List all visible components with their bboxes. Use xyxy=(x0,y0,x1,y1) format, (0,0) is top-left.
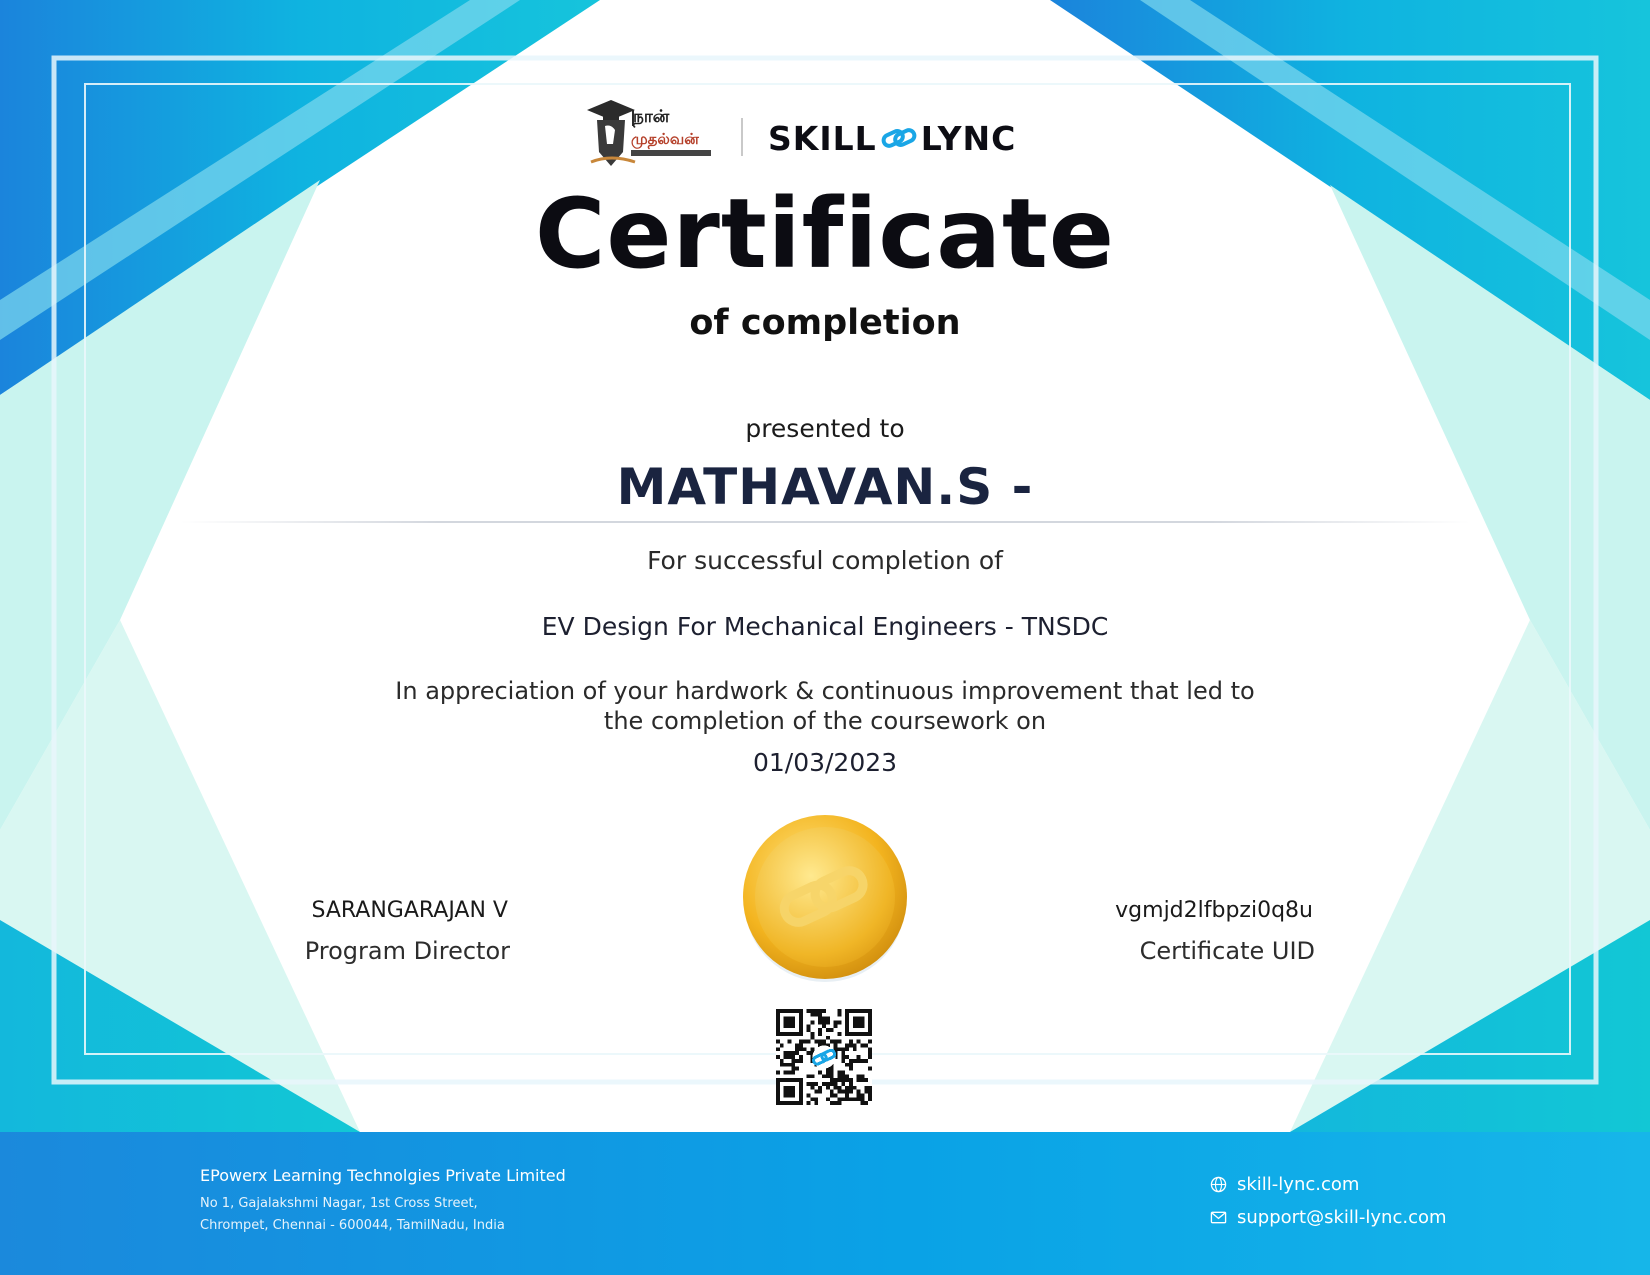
globe-icon xyxy=(1210,1176,1227,1193)
completion-date: 01/03/2023 xyxy=(752,748,898,777)
signatory-block xyxy=(170,898,510,965)
certificate-uid-label: Certificate UID xyxy=(1139,937,1315,965)
appreciation-line-1: In appreciation of your hardwork & continuous improvement that led to xyxy=(395,677,1255,705)
signatory-role: Program Director xyxy=(304,937,510,965)
gold-medal-icon xyxy=(740,812,910,982)
completion-label: For successful completion of xyxy=(647,546,1003,575)
skill-lync-logo xyxy=(768,114,1016,162)
logo-divider xyxy=(741,118,743,156)
certificate-title: Certificate xyxy=(534,178,1116,290)
address-line-1: No 1, Gajalakshmi Nagar, 1st Cross Street, xyxy=(200,1196,478,1211)
company-name: EPowerx Learning Technolgies Private Limited xyxy=(200,1166,566,1185)
certificate-uid-value: vgmjd2lfbpzi0q8u xyxy=(1115,898,1313,923)
certificate-subtitle: of completion xyxy=(689,303,961,343)
mail-icon xyxy=(1210,1209,1227,1226)
naan-mudhalvan-logo xyxy=(585,96,715,171)
link-icon xyxy=(881,126,917,150)
course-name: EV Design For Mechanical Engineers - TNSDC xyxy=(541,612,1109,641)
svg-text:நான்: நான் xyxy=(633,107,670,127)
skill-lync-logo-left: SKILL xyxy=(768,118,877,158)
certificate-uid-block xyxy=(975,898,1315,965)
email-text: support@skill-lync.com xyxy=(1237,1207,1447,1228)
appreciation-line-2: the completion of the coursework on xyxy=(603,707,1047,735)
footer xyxy=(0,1132,1650,1275)
svg-text:முதல்வன்: முதல்வன் xyxy=(631,130,699,148)
appreciation-text xyxy=(0,676,1650,736)
recipient-name: MATHAVAN.S - xyxy=(616,458,1034,516)
name-divider xyxy=(180,521,1470,523)
qr-code[interactable] xyxy=(776,1009,872,1105)
presented-to-label: presented to xyxy=(745,414,905,443)
skill-lync-logo-right: LYNC xyxy=(920,118,1017,158)
address-line-2: Chrompet, Chennai - 600044, TamilNadu, India xyxy=(200,1218,505,1233)
website-link[interactable] xyxy=(1210,1174,1359,1195)
signatory-name: SARANGARAJAN V xyxy=(311,898,508,923)
email-link[interactable] xyxy=(1210,1207,1447,1228)
website-text: skill-lync.com xyxy=(1237,1174,1360,1195)
